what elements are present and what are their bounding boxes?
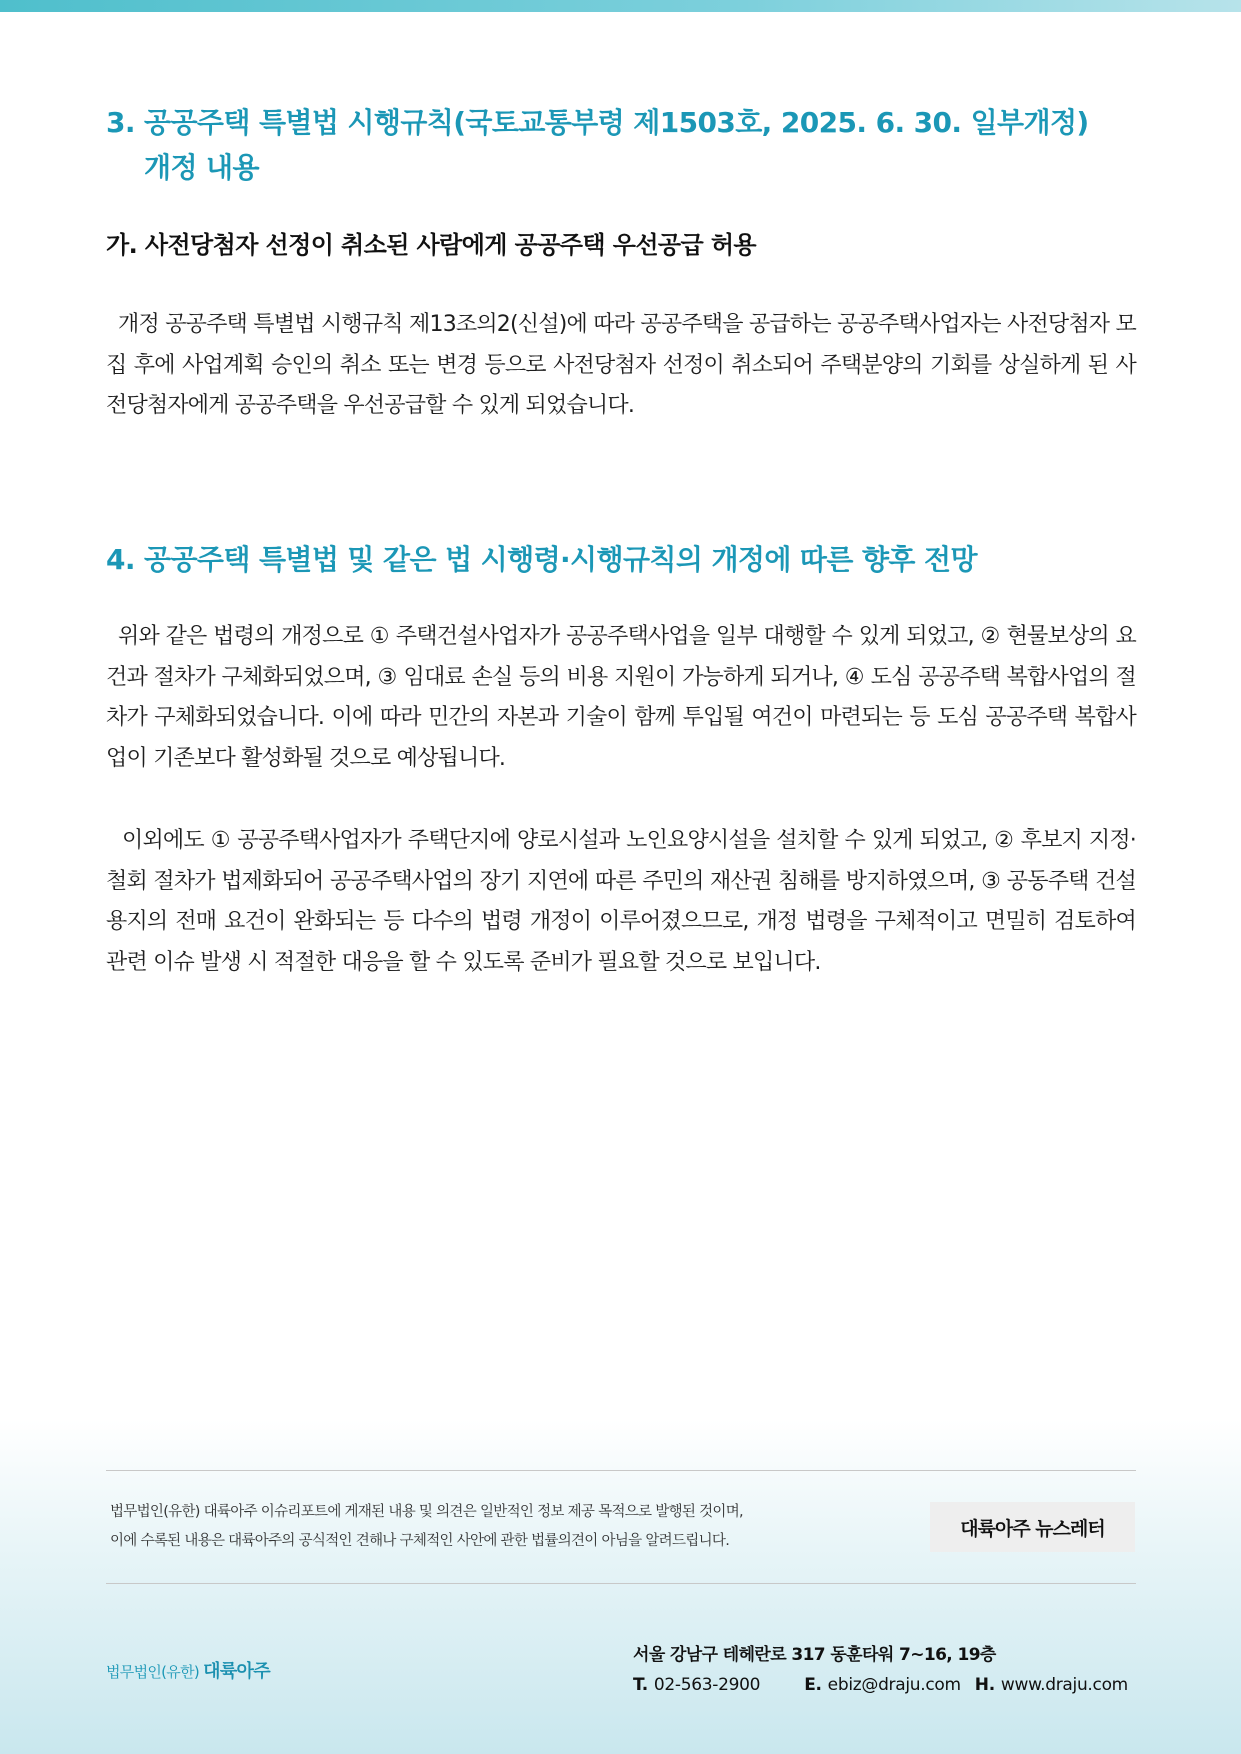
- section-4-paragraph-1: 위와 같은 법령의 개정으로 ① 주택건설사업자가 공공주택사업을 일부 대행할 수 있게 되었고, ② 현물보상의 요건과 절차가 구체화되었으며, ③ 임대료 손실 등의 비용 지원이 가능하게 되거나, ④ 도심 공공주택 복합사업의 절차가 구체화되었습니다. 이에 따라 민간의 자본과 기술이 함께 투입될 여건이 마련되는 등 도심 공공주택 복합사업이 기존보다 활성화될 것으로 예상됩니다.: [106, 624, 1136, 771]
- contact-info: [633, 1640, 1143, 1700]
- newsletter-button[interactable]: 대륙아주 뉴스레터: [930, 1502, 1135, 1552]
- tel-label: T.: [633, 1675, 648, 1695]
- section-3-number: 3.: [106, 106, 135, 139]
- section-3-title: [106, 100, 1136, 190]
- firm-name: 대륙아주: [203, 1661, 270, 1682]
- disclaimer-line-1: 법무법인(유한) 대륙아주 이슈리포트에 게재된 내용 및 의견은 일반적인 정보 제공 목적으로 발행된 것이며,: [110, 1504, 743, 1520]
- web-label: H.: [974, 1675, 995, 1695]
- website-link[interactable]: www.draju.com: [1000, 1675, 1128, 1695]
- section-3-subheading: 가. 사전당첨자 선정이 취소된 사람에게 공공주택 우선공급 허용: [106, 231, 756, 259]
- section-4-paragraph-2: 이외에도 ① 공공주택사업자가 주택단지에 양로시설과 노인요양시설을 설치할 수 있게 되었고, ② 후보지 지정·철회 절차가 법제화되어 공공주택사업의 장기 지연에 따른 주민의 재산권 침해를 방지하였으며, ③ 공동주택 건설용지의 전매 요건이 완화되는 등 다수의 법령 개정이 이루어졌으므로, 개정 법령을 구체적이고 면밀히 검토하여 관련 이슈 발생 시 적절한 대응을 할 수 있도록 준비가 필요할 것으로 보입니다.: [106, 828, 1136, 975]
- section-3-paragraph: 개정 공공주택 특별법 시행규칙 제13조의2(신설)에 따라 공공주택을 공급하는 공공주택사업자는 사전당첨자 모집 후에 사업계획 승인의 취소 또는 변경 등으로 사전당첨자 선정이 취소되어 주택분양의 기회를 상실하게 된 사전당첨자에게 공공주택을 우선공급할 수 있게 되었습니다.: [106, 312, 1136, 418]
- tel-number: 02-563-2900: [653, 1675, 761, 1695]
- email-link[interactable]: ebiz@draju.com: [827, 1675, 961, 1695]
- firm-prefix: 법무법인(유한): [106, 1663, 200, 1681]
- top-accent-bar: [0, 0, 1241, 12]
- firm-logo-text: [106, 1657, 270, 1683]
- footer-divider-bottom: [106, 1583, 1136, 1584]
- section-4-number: 4.: [106, 543, 135, 576]
- footer-divider-top: [106, 1470, 1136, 1471]
- contact-line: [633, 1670, 1143, 1700]
- section-4-title: [106, 537, 1136, 582]
- section-3-title-line2: 개정 내용: [144, 151, 259, 184]
- firm-address: 서울 강남구 테헤란로 317 동훈타워 7~16, 19층: [633, 1645, 996, 1665]
- email-label: E.: [804, 1675, 822, 1695]
- disclaimer: [110, 1498, 870, 1556]
- disclaimer-line-2: 이에 수록된 내용은 대륙아주의 공식적인 견해나 구체적인 사안에 관한 법률의견이 아님을 알려드립니다.: [110, 1533, 730, 1549]
- section-3-title-line1: 공공주택 특별법 시행규칙(국토교통부령 제1503호, 2025. 6. 30. 일부개정): [144, 106, 1089, 139]
- section-4-title-text: 공공주택 특별법 및 같은 법 시행령·시행규칙의 개정에 따른 향후 전망: [144, 543, 977, 576]
